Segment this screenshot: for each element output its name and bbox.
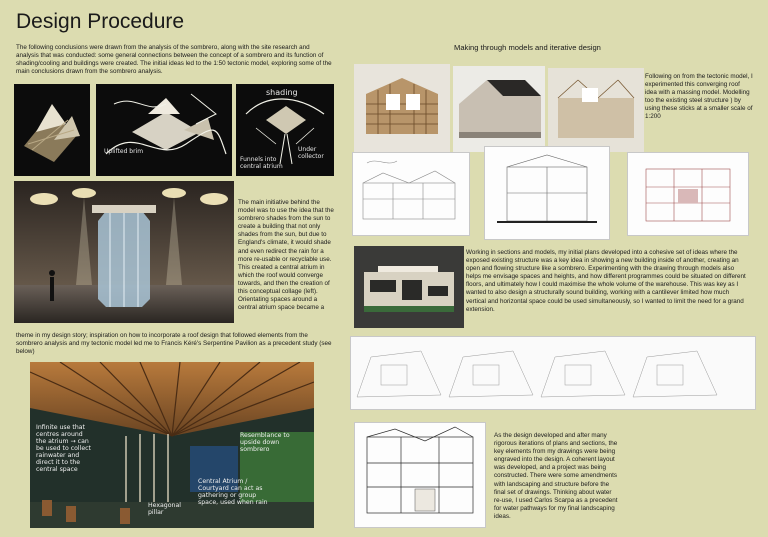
intro-paragraph: The following conclusions were drawn from the analysis of the sombrero, along with the site research and analysis that was conducted: some general connections between the concept of a sombrero and its function of shading/cooling and buildings were created. The initial ideas led to the 1:50 tectonic model, exploring some of the main conclusions drawn from the sombrero analysis.: [16, 44, 332, 76]
models-paragraph: Following on from the tectonic model, I experimented this converging roof idea with a massing model. Modelling too the existing steel structure ) by using these sticks at a smaller scale of 1:200: [645, 73, 753, 121]
note-resemblance: Resemblance to upside down sombrero: [240, 432, 290, 453]
section-drawing-3: [627, 152, 749, 236]
sketch-collage-photo: [96, 84, 232, 176]
final-section-drawing: [354, 422, 486, 528]
sections-paragraph: Working in sections and models, my initial plans developed into a cohesive set of ideas where the exposed existing structure was a key idea in showing a new building inside of another, creating an open and flowing structure like a sombrero. Experimenting with the drawing through models also helps me envisage spaces and heights, and how different programmes could be situated on different floors, and ultimately how I could maximise the whole volume of the warehouse. This was key as I wanted to also design a structurally sound building, working with a cantilever limited how much vertical and horizontal space could be used simultaneously, so I wanted to limit the need for a grand extension.: [466, 249, 746, 313]
iterative-plans-strip: [350, 336, 756, 410]
section-sketch-1: [352, 152, 470, 236]
page-title: Design Procedure: [16, 10, 185, 33]
massing-model-photo-2: [453, 66, 545, 152]
note-shading: shading: [266, 88, 298, 97]
note-hexagonal-pillar: Hexagonal pillar: [148, 502, 181, 516]
sectional-model-photo: [354, 246, 464, 328]
note-funnels: Funnels into central atrium: [240, 156, 283, 170]
serpentine-pavilion-collage: [30, 362, 314, 528]
atrium-paragraph: The main initiative behind the model was to use the idea that the sombrero shades from the sun to create a building that not only shades from the sun, but due to England's climate, it would shade and even redirect the rain for a more re-usable or recyclable use. This created a central atrium in which the roof would converge towards, and then the creation of this conceptual collage (left). Orientating spaces around a central atrium space became a: [238, 199, 334, 312]
tectonic-model-photo-1: [14, 84, 90, 176]
section-drawing-2: [484, 146, 610, 240]
atrium-paragraph-continued: theme in my design story; inspiration on how to incorporate a roof design that followed elements from the sombrero analysis and my tectonic model led me to Francis Kéré's Serpentine Pavilion as a precedent study (see below): [16, 332, 332, 356]
atrium-collage-render: [14, 181, 234, 323]
note-under-collector: Under collector: [298, 146, 324, 160]
note-central-atrium: Central Atrium / Courtyard can act as gathering or group space, used when rain: [198, 478, 268, 506]
massing-model-photo-3: [548, 68, 644, 152]
final-paragraph: As the design developed and after many rigorous iterations of plans and sections, the key elements from my drawings were being engraved into the design. A coherent layout was developed, and a project was being constructed. There were some amendments with landscaping and structure before the final set of drawings. Thinking about water re-use, I used Carlos Scarpa as a precedent for water pathways for my final landscaping ideas.: [494, 432, 618, 520]
note-uplifted-brim: Uplifted brim: [104, 148, 144, 155]
note-infinite-use: Infinite use that centres around the atrium → can be used to collect rainwater and direct it to the central space: [36, 424, 91, 473]
sketch-shading-photo: [236, 84, 334, 176]
models-heading: Making through models and iterative design: [454, 43, 601, 52]
massing-model-photo-1: [354, 64, 450, 152]
